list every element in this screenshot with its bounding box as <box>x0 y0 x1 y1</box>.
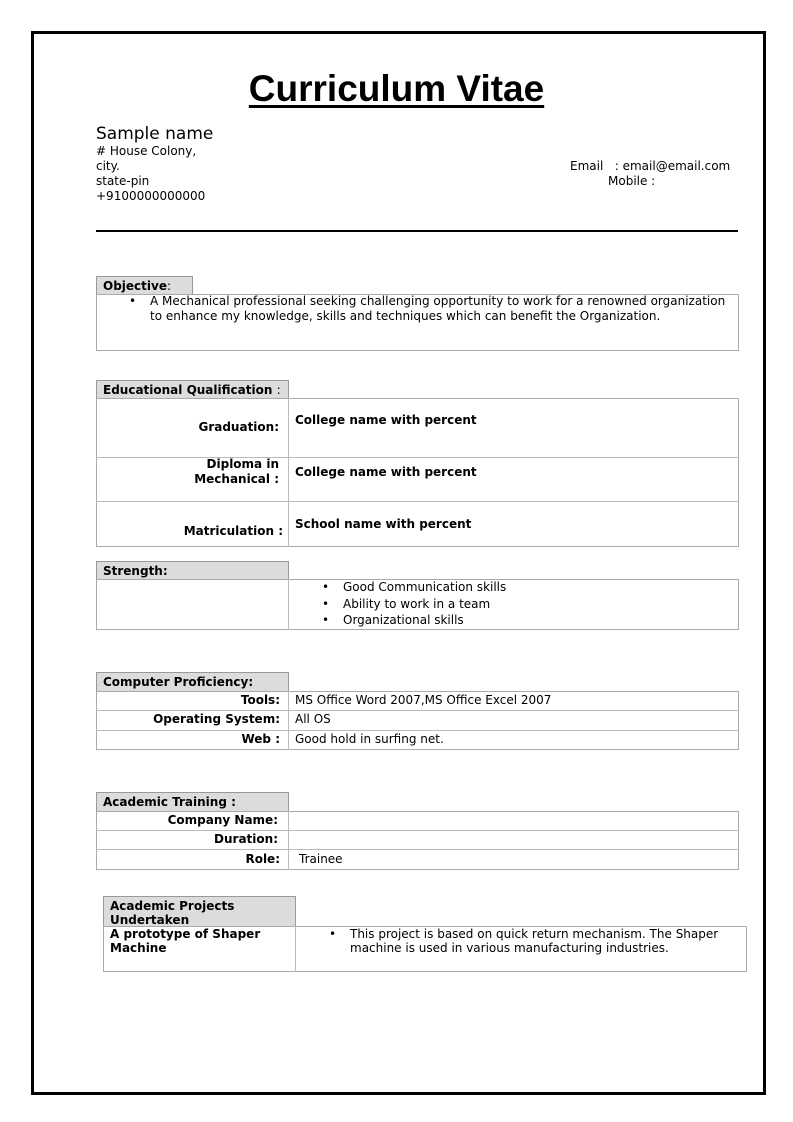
strength-item: • Organizational skills <box>317 612 727 629</box>
row-divider <box>96 830 739 831</box>
email-value: : email@email.com <box>614 159 731 173</box>
education-label: Diploma in Mechanical : <box>194 457 279 486</box>
education-label: Matriculation : <box>183 524 283 538</box>
computer-value: Good hold in surfing net. <box>295 732 444 746</box>
address-line: # House Colony, <box>96 144 197 158</box>
objective-item: • A Mechanical professional seeking challenging opportunity to work for a renowned organization to enhance my knowledge, skills and techniques which can benefit the Organization. <box>124 294 734 324</box>
header-divider <box>96 230 738 232</box>
computer-value: MS Office Word 2007,MS Office Excel 2007 <box>295 693 552 707</box>
education-label: Graduation: <box>198 420 279 434</box>
row-divider <box>96 501 739 502</box>
project-item: • This project is based on quick return mechanism. The Shaper machine is used in various manufacturing industries. <box>324 927 744 955</box>
computer-label: Operating System: <box>153 712 280 726</box>
address-line: state-pin <box>96 174 150 188</box>
computer-value: All OS <box>295 712 331 726</box>
email-label: Email <box>570 159 604 173</box>
address-block <box>96 144 205 204</box>
row-divider <box>96 710 739 711</box>
column-divider <box>288 398 289 547</box>
education-heading: Educational Qualification : <box>96 380 289 399</box>
project-description <box>324 927 744 955</box>
training-value: Trainee <box>299 852 343 866</box>
address-line: city. <box>96 159 120 173</box>
training-label: Role: <box>245 852 280 866</box>
computer-label: Web : <box>241 732 280 746</box>
email-line <box>570 159 730 174</box>
computer-heading: Computer Proficiency: <box>96 672 289 692</box>
phone-number: +9100000000000 <box>96 189 206 203</box>
strength-list <box>317 579 727 629</box>
projects-heading: Academic Projects Undertaken <box>103 896 296 927</box>
document-title: Curriculum Vitae <box>248 68 545 109</box>
candidate-name: Sample name <box>96 124 214 144</box>
education-value: College name with percent <box>295 465 477 479</box>
computer-label: Tools: <box>240 693 280 707</box>
column-divider <box>288 579 289 630</box>
training-heading: Academic Training : <box>96 792 289 812</box>
row-divider <box>96 730 739 731</box>
objective-text <box>124 294 734 324</box>
column-divider <box>288 691 289 750</box>
row-divider <box>96 849 739 850</box>
education-value: College name with percent <box>295 413 477 427</box>
strength-item: • Good Communication skills <box>317 579 727 596</box>
objective-heading: Objective: <box>96 276 193 295</box>
column-divider <box>295 926 296 972</box>
mobile-line: Mobile : <box>608 174 656 188</box>
strength-item: • Ability to work in a team <box>317 596 727 613</box>
project-title: A prototype of Shaper Machine <box>110 927 261 955</box>
training-label: Duration: <box>214 832 278 846</box>
strength-heading: Strength: <box>96 561 289 580</box>
education-value: School name with percent <box>295 517 472 531</box>
column-divider <box>288 811 289 870</box>
training-label: Company Name: <box>167 813 278 827</box>
